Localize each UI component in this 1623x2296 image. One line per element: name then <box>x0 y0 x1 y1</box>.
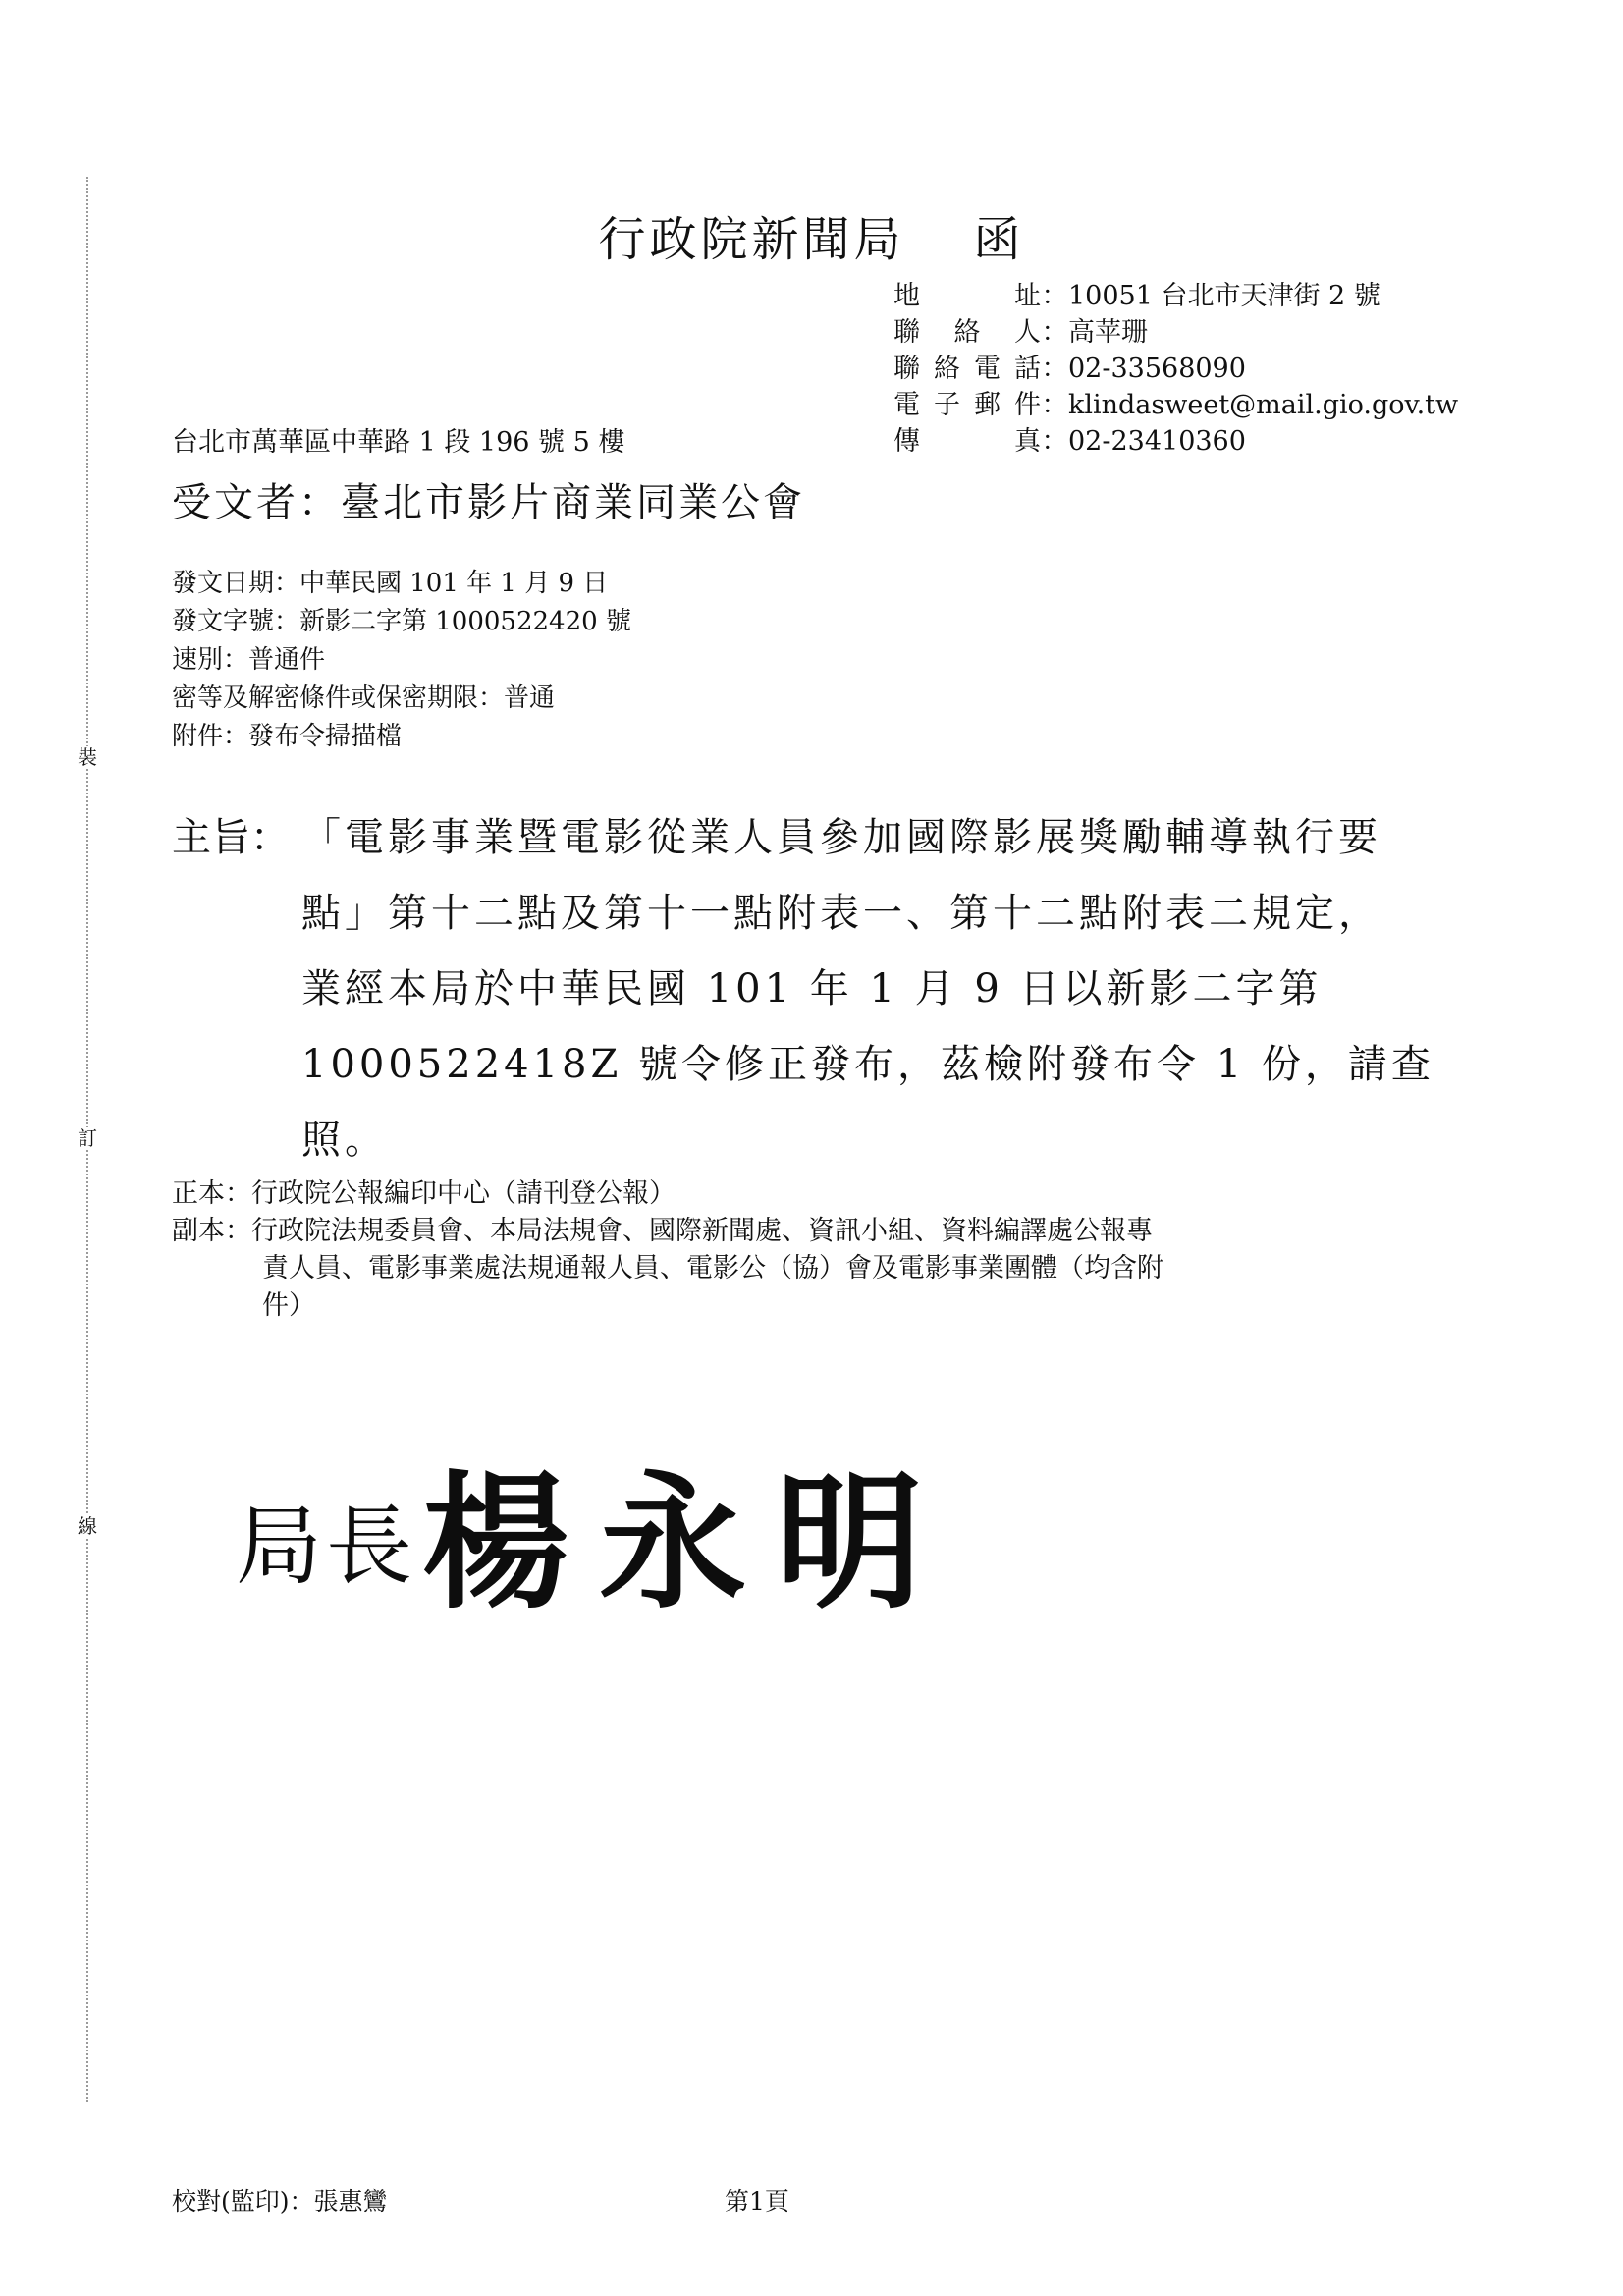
document-type: 函 <box>973 212 1025 267</box>
attachment: 附件：發布令掃描檔 <box>172 722 403 751</box>
signatory-name: 楊永明 <box>422 1456 953 1629</box>
subject-line: 「電影事業暨電影從業人員參加國際影展獎勵輔導執行要 <box>301 815 1381 860</box>
recipient-address: 台北市萬華區中華路 1 段 196 號 5 樓 <box>172 427 625 458</box>
contact-phone: 聯絡電話：02-33568090 <box>893 354 1246 384</box>
contact-person: 聯 絡 人：高苹珊 <box>893 317 1148 348</box>
recipient: 受文者：臺北市影片商業同業公會 <box>172 480 805 525</box>
subject-line: 點」第十二點及第十一點附表一、第十二點附表二規定， <box>301 891 1381 936</box>
subject-line: 業經本局於中華民國 101 年 1 月 9 日以新影二字第 <box>301 966 1323 1011</box>
primary-recipient: 正本：行政院公報編印中心（請刊登公報） <box>172 1178 676 1209</box>
document-number: 發文字號：新影二字第 1000522420 號 <box>172 607 631 636</box>
subject-label: 主旨： <box>172 815 290 860</box>
copy-recipients-continued: 責人員、電影事業處法規通報人員、電影公（協）會及電影事業團體（均含附 <box>262 1253 1163 1284</box>
binding-mark-zhuang: 裝 <box>78 745 97 769</box>
subject-line: 照。 <box>301 1118 388 1163</box>
proofreader-note: 校對(監印)：張惠鸞 <box>172 2187 388 2215</box>
delivery-speed: 速別：普通件 <box>172 645 326 675</box>
issuing-agency: 行政院新聞局 <box>598 212 905 267</box>
binding-mark-ding: 訂 <box>78 1126 97 1150</box>
contact-block <box>893 278 1458 460</box>
distribution-block <box>172 1175 1163 1325</box>
classification: 密等及解密條件或保密期限：普通 <box>172 683 556 713</box>
issue-date: 發文日期：中華民國 101 年 1 月 9 日 <box>172 569 609 598</box>
subject-line: 1000522418Z 號令修正發布，茲檢附發布令 1 份，請查 <box>301 1042 1434 1087</box>
copy-recipients: 副本：行政院法規委員會、本局法規會、國際新聞處、資訊小組、資料編譯處公報專 <box>172 1216 1153 1246</box>
contact-email: 電子郵件：klindasweet@mail.gio.gov.tw <box>893 390 1459 420</box>
contact-fax: 傳 真：02-23410360 <box>893 426 1246 457</box>
signature-seal <box>236 1424 952 1636</box>
document-title <box>0 201 1623 269</box>
document-meta <box>172 565 631 756</box>
contact-address: 地址：10051 台北市天津街 2 號 <box>893 281 1380 311</box>
page-number: 第1頁 <box>725 2187 789 2215</box>
copy-recipients-continued: 件） <box>262 1290 315 1321</box>
binding-mark-xian: 線 <box>78 1514 97 1538</box>
signatory-title: 局長 <box>236 1496 417 1597</box>
